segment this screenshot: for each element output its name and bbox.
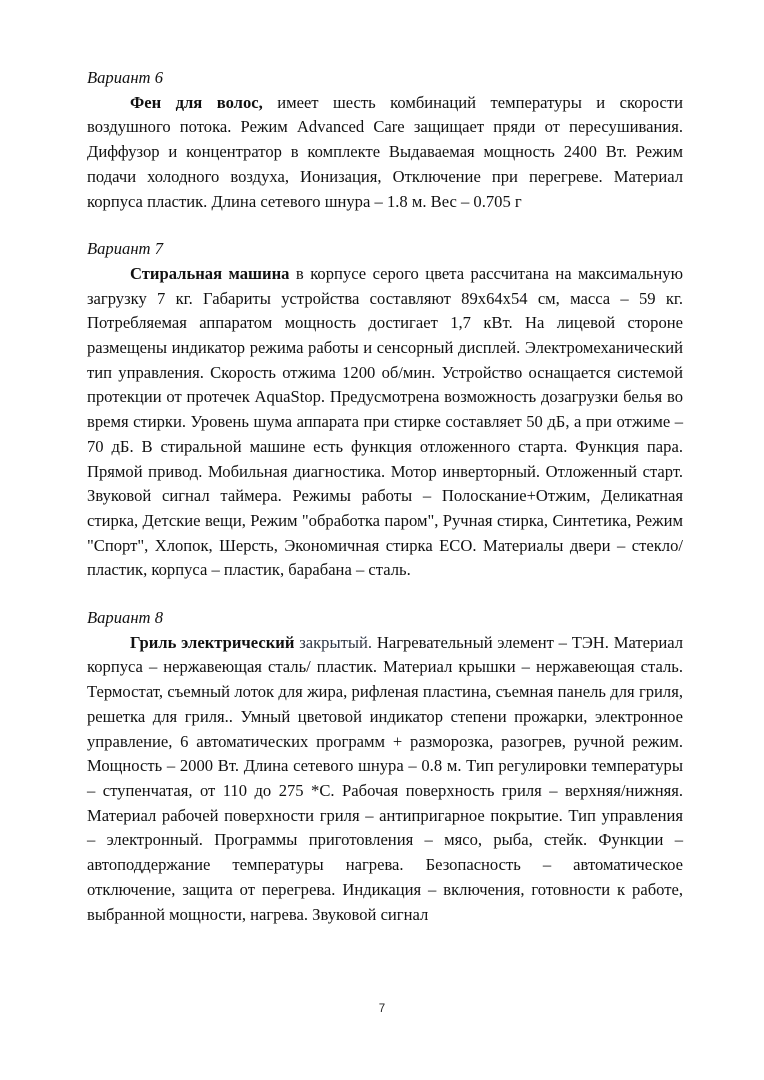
page-content <box>87 66 683 927</box>
section-spacer <box>87 214 683 237</box>
variant-6-text: имеет шесть комбинаций температуры и скорости воздушного потока. Режим Advanced Care защищает пряди от пересушивания. Диффузор и концентратор в комплекте Выдаваемая мощность 2400 Вт. Режим подачи холодного воздуха, Ионизация, Отключение при перегреве. Материал корпуса пластик. Длина сетевого шнура – 1.8 м. Вес – 0.705 г <box>87 92 683 211</box>
variant-7-title: Вариант 7 <box>87 239 163 259</box>
variant-8-text: Нагревательный элемент – ТЭН. Материал корпуса – нержавеющая сталь/ пластик. Материал крышки – нержавеющая сталь. Термостат, съемный лоток для жира, рифленая пластина, съемная панель для гриля, решетка для гриля.. Умный цветовой индикатор степени прожарки, электронное управление, 6 автоматических программ + разморозка, разогрев, ручной режим. Мощность – 2000 Вт. Длина сетевого шнура – 0.8 м. Тип регулировки температуры – ступенчатая, от 110 до 275 *С. Рабочая поверхность гриля – верхняя/нижняя. Материал рабочей поверхности гриля – антипригарное покрытие. Тип управления – электронный. Программы приготовления – мясо, рыба, стейк. Функции – автоподдержание температуры нагрева. Безопасность – автоматическое отключение, защита от перегрева. Индикация – включения, готовности к работе, выбранной мощности, нагрева. Звуковой сигнал <box>87 632 684 924</box>
page-number: 7 <box>378 1003 386 1015</box>
variant-8-term-suffix: закрытый. <box>294 632 373 652</box>
variant-8-term: Гриль электрический <box>130 632 295 652</box>
variant-7-section <box>87 237 683 583</box>
variant-6-title: Вариант 6 <box>87 68 163 87</box>
variant-7-text: в корпусе серого цвета рассчитана на максимальную загрузку 7 кг. Габариты устройства составляют 89х64х54 см, масса – 59 кг. Потребляемая аппаратом мощность достигает 1,7 кВт. На лицевой стороне размещены индикатор режима работы и сенсорный дисплей. Электромеханический тип управления. Скорость отжима 1200 об/мин. Устройство оснащается системой протекции от протечек AquaStop. Предусмотрена возможность дозагрузки белья во время стирки. Уровень шума аппарата при стирке составляет 50 дБ, а при отжиме – 70 дБ. В стиральной машине есть функция отложенного старта. Функция пара. Прямой привод. Мобильная диагностика. Мотор инверторный. Отложенный старт. Звуковой сигнал таймера. Режимы работы – Полоскание+Отжим, Деликатная стирка, Детские вещи, Режим "обработка паром", Ручная стирка, Синтетика, Режим "Спорт", Хлопок, Шерсть, Экономичная стирка ECO. Материалы двери – стекло/ пластик, корпуса – пластик, барабана – сталь. <box>87 263 683 580</box>
variant-8-section <box>87 606 683 927</box>
section-spacer <box>87 583 683 606</box>
variant-6-section <box>87 66 683 214</box>
variant-7-term: Стиральная машина <box>130 263 290 283</box>
variant-7-paragraph <box>87 262 683 583</box>
variant-6-term: Фен для волос, <box>130 92 263 112</box>
variant-6-paragraph <box>87 91 683 215</box>
variant-8-title: Вариант 8 <box>87 608 163 628</box>
variant-8-paragraph <box>87 631 683 927</box>
